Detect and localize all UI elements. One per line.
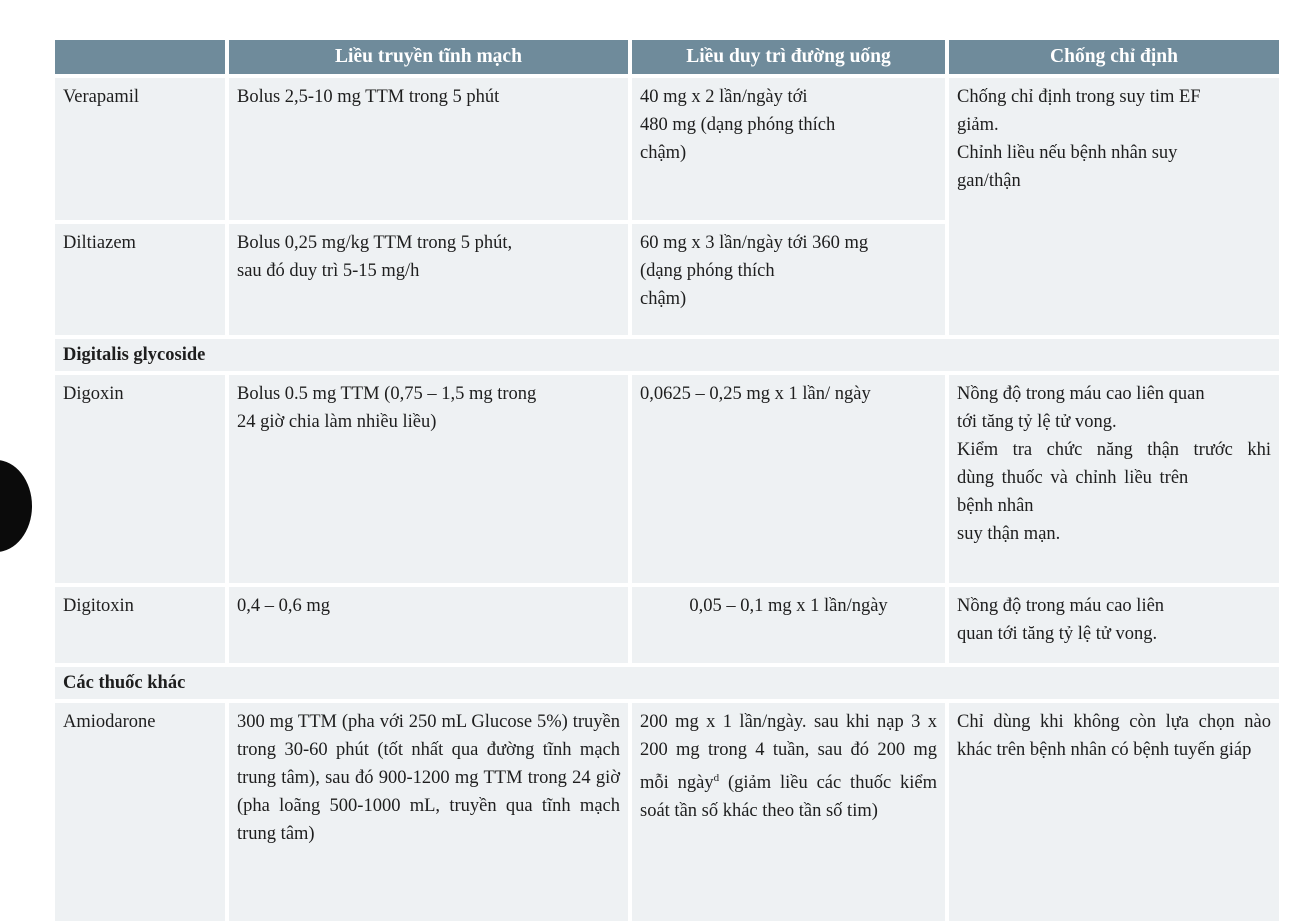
drug-name: Diltiazem — [55, 224, 225, 335]
table-row — [55, 587, 1279, 663]
table-row — [55, 78, 945, 220]
oral-dose: 60 mg x 3 lần/ngày tới 360 mg (dạng phóng thích chậm) — [632, 224, 945, 335]
contraindication-line: Nồng độ trong máu cao liên quan tới tăng tỷ lệ tử vong. — [957, 384, 1205, 432]
contraindication-line: bệnh nhân suy thận mạn. — [957, 496, 1061, 544]
drug-name: Digitoxin — [55, 587, 225, 663]
iv-dose: Bolus 0,25 mg/kg TTM trong 5 phút, sau đó duy trì 5-15 mg/h — [229, 224, 628, 335]
oral-dose: 0,05 – 0,1 mg x 1 lần/ngày — [632, 587, 945, 663]
header-oral-dose: Liều duy trì đường uống — [632, 40, 945, 74]
drug-name: Verapamil — [55, 78, 225, 220]
table-header — [55, 40, 1279, 74]
section-title: Digitalis glycoside — [55, 339, 1279, 371]
header-contraindication: Chống chỉ định — [949, 40, 1279, 74]
page-edge-marker — [0, 460, 32, 552]
contraindication-line: Kiểm tra chức năng thận trước khi dùng thuốc và chỉnh liều trên — [957, 440, 1271, 488]
oral-dose-note: (giảm liều các thuốc kiểm soát tần số khác theo tần số tim) — [640, 773, 937, 822]
contraindication: Nồng độ trong máu cao liên quan tới tăng tỷ lệ tử vong. — [949, 587, 1279, 663]
section-title: Các thuốc khác — [55, 667, 1279, 699]
header-drug — [55, 40, 225, 74]
iv-dose: Bolus 0.5 mg TTM (0,75 – 1,5 mg trong 24 giờ chia làm nhiều liều) — [229, 375, 628, 583]
footnote-marker: d — [713, 772, 720, 784]
oral-dose-text: 200 mg x 1 lần/ngày. sau khi nạp 3 x 200 mg trong 4 tuần, sau đó 200 mg mỗi ngày — [640, 712, 937, 794]
section-row — [55, 667, 1279, 699]
section-row — [55, 339, 1279, 371]
contraindication: Chống chỉ định trong suy tim EF giảm. Chỉnh liều nếu bệnh nhân suy gan/thận — [949, 78, 1279, 335]
table-row-ccb — [55, 78, 1279, 335]
drug-name: Amiodarone — [55, 703, 225, 921]
contraindication — [949, 375, 1279, 583]
iv-dose: 300 mg TTM (pha với 250 mL Glucose 5%) truyền trong 30-60 phút (tốt nhất qua đường tĩnh mạch trung tâm), sau đó 900-1200 mg TTM trong 24 giờ (pha loãng 500-1000 mL, truyền qua tĩnh mạch trung tâm) — [229, 703, 628, 921]
oral-dose: 40 mg x 2 lần/ngày tới 480 mg (dạng phóng thích chậm) — [632, 78, 945, 220]
iv-dose: Bolus 2,5-10 mg TTM trong 5 phút — [229, 78, 628, 220]
table-row — [55, 375, 1279, 583]
table-row — [55, 703, 1279, 921]
contraindication: Chỉ dùng khi không còn lựa chọn nào khác trên bệnh nhân có bệnh tuyến giáp — [949, 703, 1279, 921]
header-iv-dose: Liều truyền tĩnh mạch — [229, 40, 628, 74]
oral-dose: 0,0625 – 0,25 mg x 1 lần/ ngày — [632, 375, 945, 583]
drug-dosing-table — [55, 40, 1279, 921]
oral-dose — [632, 703, 945, 921]
table-row — [55, 224, 945, 335]
iv-dose: 0,4 – 0,6 mg — [229, 587, 628, 663]
drug-name: Digoxin — [55, 375, 225, 583]
